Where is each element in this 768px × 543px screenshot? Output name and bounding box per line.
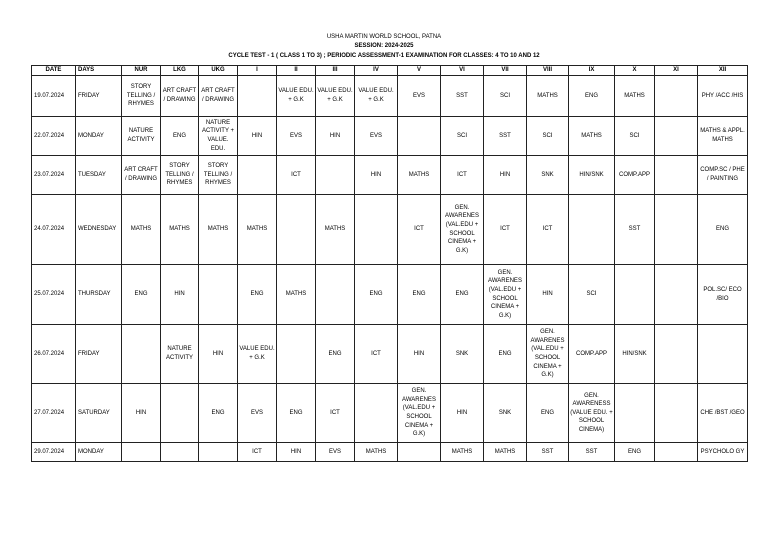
subject-cell (615, 384, 655, 443)
subject-cell: MATHS (527, 76, 569, 117)
column-header: XII (698, 66, 748, 76)
subject-cell: VALUE EDU. + G.K (355, 76, 398, 117)
day-cell: SATURDAY (76, 384, 122, 443)
subject-cell: SST (441, 76, 484, 117)
subject-cell (355, 384, 398, 443)
subject-cell: MATHS (355, 443, 398, 462)
subject-cell: ENG (441, 265, 484, 325)
subject-cell: HIN/SNK (615, 325, 655, 384)
column-header: II (277, 66, 316, 76)
date-cell: 27.07.2024 (32, 384, 76, 443)
subject-cell: SCI (441, 117, 484, 156)
subject-cell: VALUE EDU. + G.K (316, 76, 355, 117)
subject-cell: EVS (355, 117, 398, 156)
column-header: X (615, 66, 655, 76)
subject-cell: HIN (527, 265, 569, 325)
subject-cell (277, 325, 316, 384)
school-name: USHA MARTIN WORLD SCHOOL, PATNA (326, 34, 442, 40)
column-header: VIII (527, 66, 569, 76)
subject-cell (238, 76, 277, 117)
subject-cell: ENG (355, 265, 398, 325)
subject-cell (316, 156, 355, 195)
subject-cell: STORY TELLING / RHYMES (161, 156, 199, 195)
subject-cell (238, 156, 277, 195)
subject-cell (199, 265, 238, 325)
subject-cell: SCI (527, 117, 569, 156)
subject-cell: COMP.APP (569, 325, 615, 384)
subject-cell: ART CRAFT / DRAWING (199, 76, 238, 117)
subject-cell (161, 443, 199, 462)
subject-cell: VALUE EDU. + G.K (238, 325, 277, 384)
subject-cell (398, 443, 441, 462)
column-header: XI (655, 66, 698, 76)
subject-cell: SST (484, 117, 527, 156)
subject-cell: HIN (484, 156, 527, 195)
subject-cell: ENG (484, 325, 527, 384)
date-cell: 26.07.2024 (32, 325, 76, 384)
subject-cell: VALUE EDU. + G.K (277, 76, 316, 117)
subject-cell: SCI (569, 265, 615, 325)
day-cell: FRIDAY (76, 76, 122, 117)
subject-cell: EVS (398, 76, 441, 117)
subject-cell: PHY /ACC /HIS (698, 76, 748, 117)
subject-cell: MATHS (441, 443, 484, 462)
subject-cell: HIN (161, 265, 199, 325)
column-header: NUR (122, 66, 161, 76)
subject-cell: GEN. AWARENES (VAL.EDU + SCHOOL CINEMA + G.K) (484, 265, 527, 325)
subject-cell: NATURE ACTIVITY (161, 325, 199, 384)
subject-cell: MATHS (316, 195, 355, 265)
subject-cell: HIN (355, 156, 398, 195)
subject-cell: SST (569, 443, 615, 462)
subject-cell: ENG (199, 384, 238, 443)
subject-cell: ENG (316, 325, 355, 384)
subject-cell (655, 117, 698, 156)
day-cell: WEDNESDAY (76, 195, 122, 265)
subject-cell: GEN. AWARENES (VAL.EDU + SCHOOL CINEMA + G.K) (527, 325, 569, 384)
subject-cell: MATHS (277, 265, 316, 325)
table-row (32, 265, 748, 325)
day-cell: TUESDAY (76, 156, 122, 195)
subject-cell (161, 384, 199, 443)
subject-cell (655, 325, 698, 384)
column-header: I (238, 66, 277, 76)
subject-cell: HIN (277, 443, 316, 462)
subject-cell: SCI (484, 76, 527, 117)
subject-cell: HIN (316, 117, 355, 156)
subject-cell: STORY TELLING / RHYMES (199, 156, 238, 195)
date-cell: 23.07.2024 (32, 156, 76, 195)
subject-cell (655, 443, 698, 462)
subject-cell (655, 265, 698, 325)
date-cell: 22.07.2024 (32, 117, 76, 156)
subject-cell: GEN. AWARENES (VAL.EDU + SCHOOL CINEMA + G.K) (441, 195, 484, 265)
subject-cell: MATHS (122, 195, 161, 265)
column-header: LKG (161, 66, 199, 76)
subject-cell: ENG (238, 265, 277, 325)
subject-cell (398, 117, 441, 156)
subject-cell (122, 443, 161, 462)
subject-cell: ICT (398, 195, 441, 265)
table-row (32, 325, 748, 384)
subject-cell: ENG (122, 265, 161, 325)
subject-cell: ENG (698, 195, 748, 265)
exam-title: CYCLE TEST - 1 ( CLASS 1 TO 3) ; PERIODIC ASSESSMENT-1 EXAMINATION FOR CLASSES: 4 TO 10 AND 12 (228, 53, 540, 59)
day-cell: MONDAY (76, 117, 122, 156)
subject-cell: ICT (355, 325, 398, 384)
subject-cell: MATHS (161, 195, 199, 265)
subject-cell: MATHS (238, 195, 277, 265)
subject-cell: HIN (238, 117, 277, 156)
subject-cell: SST (615, 195, 655, 265)
table-header-row (32, 66, 748, 76)
subject-cell: COMP.APP (615, 156, 655, 195)
subject-cell (655, 195, 698, 265)
subject-cell: SNK (527, 156, 569, 195)
subject-cell (698, 325, 748, 384)
subject-cell: ICT (484, 195, 527, 265)
column-header: IX (569, 66, 615, 76)
subject-cell (655, 156, 698, 195)
subject-cell: COMP.SC / PHE / PAINTING (698, 156, 748, 195)
subject-cell: HIN (199, 325, 238, 384)
date-cell: 25.07.2024 (32, 265, 76, 325)
column-header: UKG (199, 66, 238, 76)
subject-cell: NATURE ACTIVITY + VALUE. EDU. (199, 117, 238, 156)
subject-cell: GEN. AWARENES (VAL.EDU + SCHOOL CINEMA + G.K) (398, 384, 441, 443)
subject-cell: ENG (527, 384, 569, 443)
day-cell: FRIDAY (76, 325, 122, 384)
subject-cell: ICT (441, 156, 484, 195)
subject-cell: SNK (484, 384, 527, 443)
column-header: VI (441, 66, 484, 76)
subject-cell: PSYCHOLO GY (698, 443, 748, 462)
subject-cell: SST (527, 443, 569, 462)
subject-cell: MATHS (615, 76, 655, 117)
table-row (32, 443, 748, 462)
subject-cell: ENG (277, 384, 316, 443)
subject-cell (655, 76, 698, 117)
subject-cell: NATURE ACTIVITY (122, 117, 161, 156)
subject-cell: ART CRAFT / DRAWING (161, 76, 199, 117)
subject-cell (655, 384, 698, 443)
subject-cell: ART CRAFT / DRAWING (122, 156, 161, 195)
subject-cell: ENG (569, 76, 615, 117)
subject-cell: EVS (277, 117, 316, 156)
exam-schedule-table (31, 65, 748, 462)
date-cell: 19.07.2024 (32, 76, 76, 117)
subject-cell: MATHS (398, 156, 441, 195)
subject-cell: ICT (238, 443, 277, 462)
subject-cell: ENG (615, 443, 655, 462)
subject-cell: HIN (398, 325, 441, 384)
table-row (32, 76, 748, 117)
day-cell: THURSDAY (76, 265, 122, 325)
subject-cell (122, 325, 161, 384)
table-row (32, 117, 748, 156)
subject-cell: EVS (238, 384, 277, 443)
subject-cell (277, 195, 316, 265)
subject-cell (615, 265, 655, 325)
subject-cell: HIN (441, 384, 484, 443)
subject-cell: GEN. AWARENESS (VALUE EDU. + SCHOOL CINEMA) (569, 384, 615, 443)
column-header: III (316, 66, 355, 76)
subject-cell: MATHS (199, 195, 238, 265)
subject-cell: HIN (122, 384, 161, 443)
subject-cell: MATHS & APPL. MATHS (698, 117, 748, 156)
table-row (32, 384, 748, 443)
column-header: V (398, 66, 441, 76)
session-label: SESSION: 2024-2025 (354, 43, 414, 49)
column-header: IV (355, 66, 398, 76)
subject-cell (355, 195, 398, 265)
subject-cell: CHE /BST /GEO (698, 384, 748, 443)
subject-cell (199, 443, 238, 462)
date-cell: 29.07.2024 (32, 443, 76, 462)
column-header: DAYS (76, 66, 122, 76)
subject-cell (316, 265, 355, 325)
subject-cell: ICT (527, 195, 569, 265)
subject-cell: ICT (277, 156, 316, 195)
date-cell: 24.07.2024 (32, 195, 76, 265)
subject-cell (569, 195, 615, 265)
subject-cell: HIN/SNK (569, 156, 615, 195)
column-header: VII (484, 66, 527, 76)
subject-cell: SCI (615, 117, 655, 156)
subject-cell: MATHS (569, 117, 615, 156)
subject-cell: POL.SC/ ECO /BIO (698, 265, 748, 325)
table-row (32, 156, 748, 195)
subject-cell: SNK (441, 325, 484, 384)
subject-cell: ICT (316, 384, 355, 443)
subject-cell: ENG (161, 117, 199, 156)
column-header: DATE (32, 66, 76, 76)
subject-cell: EVS (316, 443, 355, 462)
subject-cell: MATHS (484, 443, 527, 462)
subject-cell: ENG (398, 265, 441, 325)
table-row (32, 195, 748, 265)
day-cell: MONDAY (76, 443, 122, 462)
subject-cell: STORY TELLING / RHYMES (122, 76, 161, 117)
